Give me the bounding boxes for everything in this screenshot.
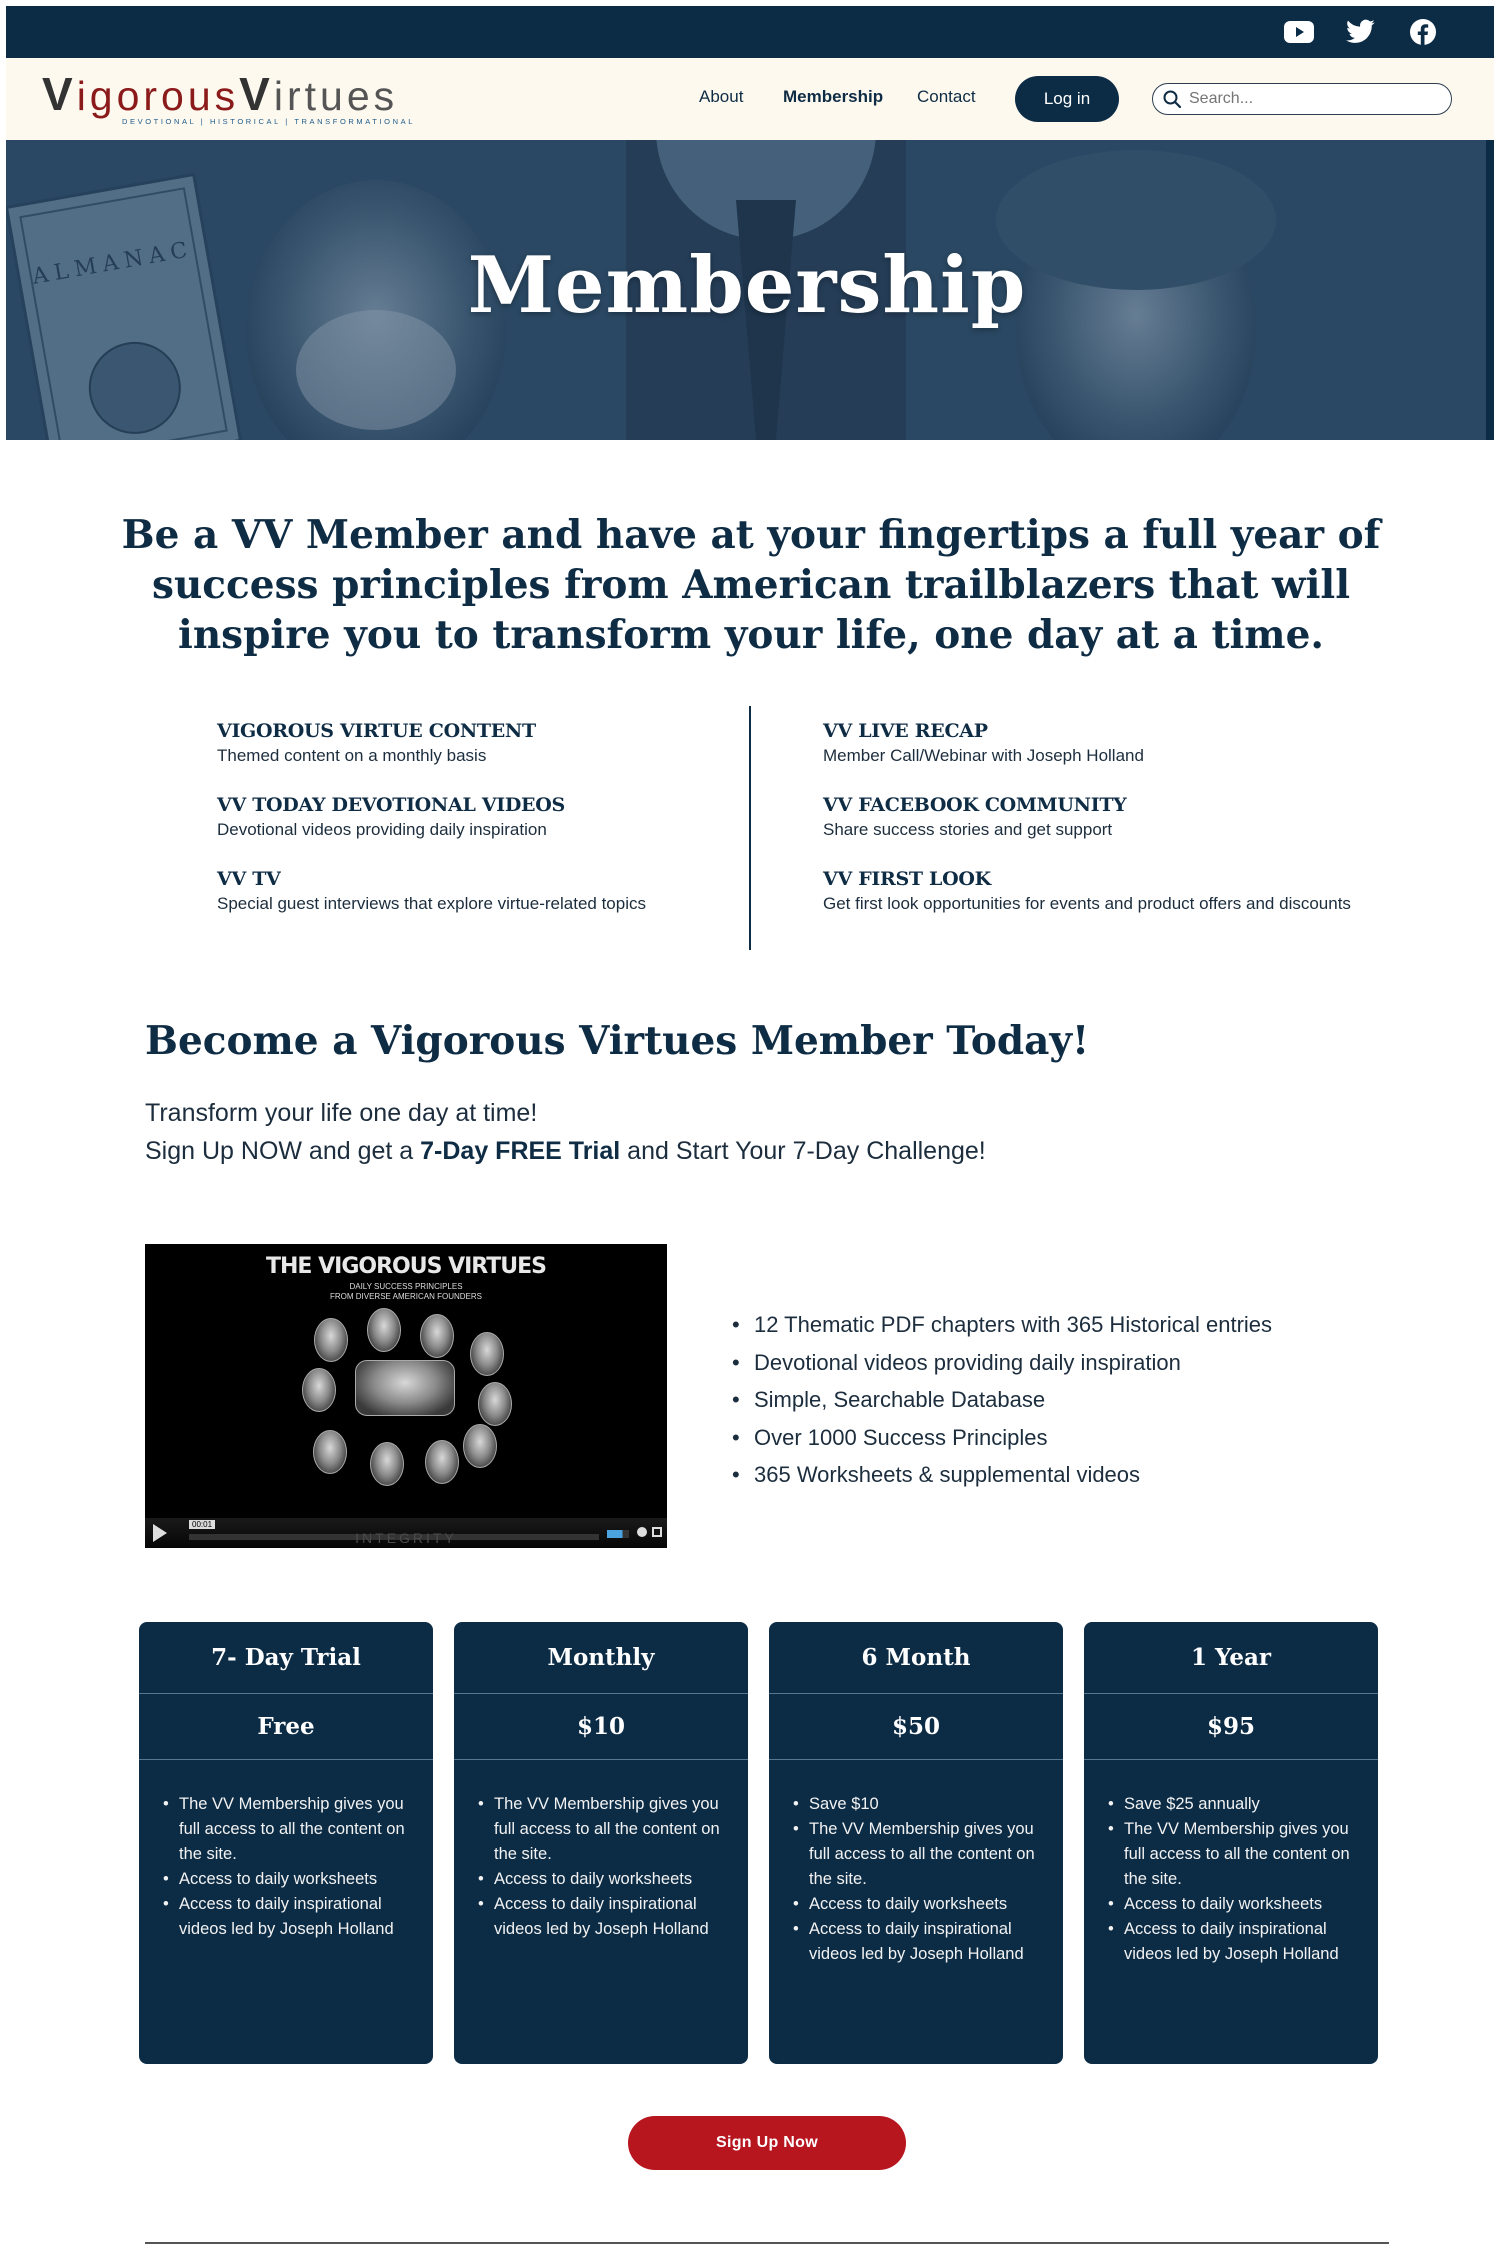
list-item: • Access to daily inspirational videos led by Joseph Holland: [1106, 1917, 1368, 1967]
feature-title: VV LIVE RECAP: [823, 720, 988, 742]
feature-item: [823, 866, 1383, 916]
list-item: • Save $25 annually: [1106, 1792, 1368, 1817]
plan-price: $10: [454, 1694, 748, 1760]
plan-features: [1106, 1792, 1368, 1967]
list-item: • 12 Thematic PDF chapters with 365 Historical entries: [730, 1306, 1272, 1344]
video-caption: INTEGRITY: [355, 1530, 457, 1546]
facebook-icon[interactable]: [1408, 18, 1438, 46]
plan-name: 7- Day Trial: [139, 1622, 433, 1694]
plan-card-trial[interactable]: [139, 1622, 433, 2064]
founder-portrait: [463, 1424, 497, 1468]
become-line-2: [145, 1132, 986, 1170]
feature-item: [217, 718, 777, 768]
plan-price: $50: [769, 1694, 1063, 1760]
list-item: • Devotional videos providing daily inspiration: [730, 1344, 1272, 1382]
video-title: THE VIGOROUS VIRTUES: [266, 1254, 546, 1279]
hero-edge: [1486, 140, 1494, 440]
plan-features: [161, 1792, 423, 1942]
site-logo[interactable]: [42, 68, 422, 128]
founder-portrait: [302, 1368, 336, 1412]
founder-portrait: [425, 1440, 459, 1484]
search-icon: [1163, 90, 1181, 108]
list-item: • The VV Membership gives you full access to all the content on the site.: [1106, 1817, 1368, 1892]
logo-tagline: DEVOTIONAL | HISTORICAL | TRANSFORMATIONAL: [122, 117, 415, 126]
list-item: • Access to daily inspirational videos led by Joseph Holland: [791, 1917, 1053, 1967]
plan-card-1-year[interactable]: [1084, 1622, 1378, 2064]
list-item: • Simple, Searchable Database: [730, 1381, 1272, 1419]
founder-portrait: [314, 1318, 348, 1362]
logo-second-word: Virtues: [239, 68, 399, 120]
video-time: 00:01: [189, 1520, 215, 1529]
svg-text:ALMANAC: ALMANAC: [30, 236, 196, 290]
plan-card-6-month[interactable]: [769, 1622, 1063, 2064]
page-title: Membership: [467, 240, 1027, 331]
feature-title: VV TODAY DEVOTIONAL VIDEOS: [217, 794, 565, 816]
login-button[interactable]: Log in: [1015, 76, 1119, 122]
list-item: • The VV Membership gives you full access to all the content on the site.: [791, 1817, 1053, 1892]
founder-portrait: [470, 1332, 504, 1376]
search-box[interactable]: [1152, 83, 1452, 115]
plan-price: Free: [139, 1694, 433, 1760]
list-item: • 365 Worksheets & supplemental videos: [730, 1456, 1272, 1494]
list-item: • Access to daily inspirational videos led by Joseph Holland: [161, 1892, 423, 1942]
become-line-2-start: Sign Up NOW and get a: [145, 1137, 421, 1165]
plan-name: 1 Year: [1084, 1622, 1378, 1694]
feature-desc: Get first look opportunities for events and product offers and discounts: [823, 894, 1351, 913]
feature-desc: Themed content on a monthly basis: [217, 746, 487, 765]
feature-title: VV FIRST LOOK: [823, 868, 991, 890]
fullscreen-icon[interactable]: [652, 1527, 662, 1537]
free-trial-highlight: 7-Day FREE Trial: [420, 1137, 621, 1165]
page: [6, 6, 1494, 2250]
video-subtitle: [145, 1282, 667, 1302]
settings-icon[interactable]: [637, 1527, 647, 1537]
search-input[interactable]: [1189, 90, 1429, 108]
become-line-1: Transform your life one day at time!: [145, 1099, 538, 1127]
plan-features: [476, 1792, 738, 1942]
list-item: • Access to daily worksheets: [476, 1867, 738, 1892]
feature-title: VV FACEBOOK COMMUNITY: [823, 794, 1127, 816]
footer-divider: [145, 2242, 1389, 2244]
list-item: • Save $10: [791, 1792, 1053, 1817]
plan-card-monthly[interactable]: [454, 1622, 748, 2064]
feature-item: [217, 866, 777, 916]
site-header: [6, 58, 1494, 140]
feature-desc: Share success stories and get support: [823, 820, 1113, 839]
social-bar: [6, 6, 1494, 58]
plan-name: Monthly: [454, 1622, 748, 1694]
founder-portrait: [420, 1314, 454, 1358]
founder-portrait: [313, 1430, 347, 1474]
feature-desc: Devotional videos providing daily inspiration: [217, 820, 547, 839]
twitter-icon[interactable]: [1346, 18, 1376, 46]
sign-up-button[interactable]: Sign Up Now: [628, 2116, 906, 2170]
founder-portrait: [478, 1382, 512, 1426]
become-member-text: [145, 1094, 986, 1170]
become-member-heading: Become a Vigorous Virtues Member Today!: [145, 1018, 1090, 1064]
feature-title: VIGOROUS VIRTUE CONTENT: [217, 720, 536, 742]
volume-icon[interactable]: [607, 1530, 629, 1538]
nav-about[interactable]: About: [699, 87, 744, 106]
plan-name: 6 Month: [769, 1622, 1063, 1694]
list-item: • Access to daily worksheets: [1106, 1892, 1368, 1917]
nav-contact[interactable]: Contact: [917, 87, 976, 106]
list-item: • The VV Membership gives you full access to all the content on the site.: [161, 1792, 423, 1867]
nav-membership[interactable]: Membership: [783, 87, 884, 106]
youtube-icon[interactable]: [1284, 18, 1314, 46]
list-item: • Access to daily worksheets: [161, 1867, 423, 1892]
plan-price: $95: [1084, 1694, 1378, 1760]
intro-video-player[interactable]: [145, 1244, 667, 1548]
logo-first-word: Vigorous: [42, 68, 240, 120]
video-controls: [145, 1518, 667, 1548]
become-line-2-end: and Start Your 7-Day Challenge!: [620, 1137, 986, 1165]
feature-item: [823, 792, 1383, 842]
list-item: • Access to daily inspirational videos led by Joseph Holland: [476, 1892, 738, 1942]
feature-desc: Member Call/Webinar with Joseph Holland: [823, 746, 1144, 765]
plan-features: [791, 1792, 1053, 1967]
feature-item: [217, 792, 777, 842]
video-subtitle-1: DAILY SUCCESS PRINCIPLES: [349, 1282, 463, 1291]
video-subtitle-2: FROM DIVERSE AMERICAN FOUNDERS: [329, 1292, 482, 1301]
founders-group-portrait: [355, 1360, 455, 1416]
list-item: • The VV Membership gives you full access to all the content on the site.: [476, 1792, 738, 1867]
feature-item: [823, 718, 1383, 768]
feature-desc: Special guest interviews that explore virtue-related topics: [217, 894, 646, 913]
benefits-list: [730, 1306, 1272, 1494]
list-item: • Over 1000 Success Principles: [730, 1419, 1272, 1457]
list-item: • Access to daily worksheets: [791, 1892, 1053, 1917]
intro-heading: Be a VV Member and have at your fingertips a full year of success principles from American trailblazers that will inspire you to transform your life, one day at a time.: [121, 512, 1381, 658]
hero-banner: [6, 140, 1488, 440]
founder-portrait: [367, 1308, 401, 1352]
founder-portrait: [370, 1442, 404, 1486]
feature-title: VV TV: [217, 868, 281, 890]
feature-divider: [749, 706, 751, 950]
